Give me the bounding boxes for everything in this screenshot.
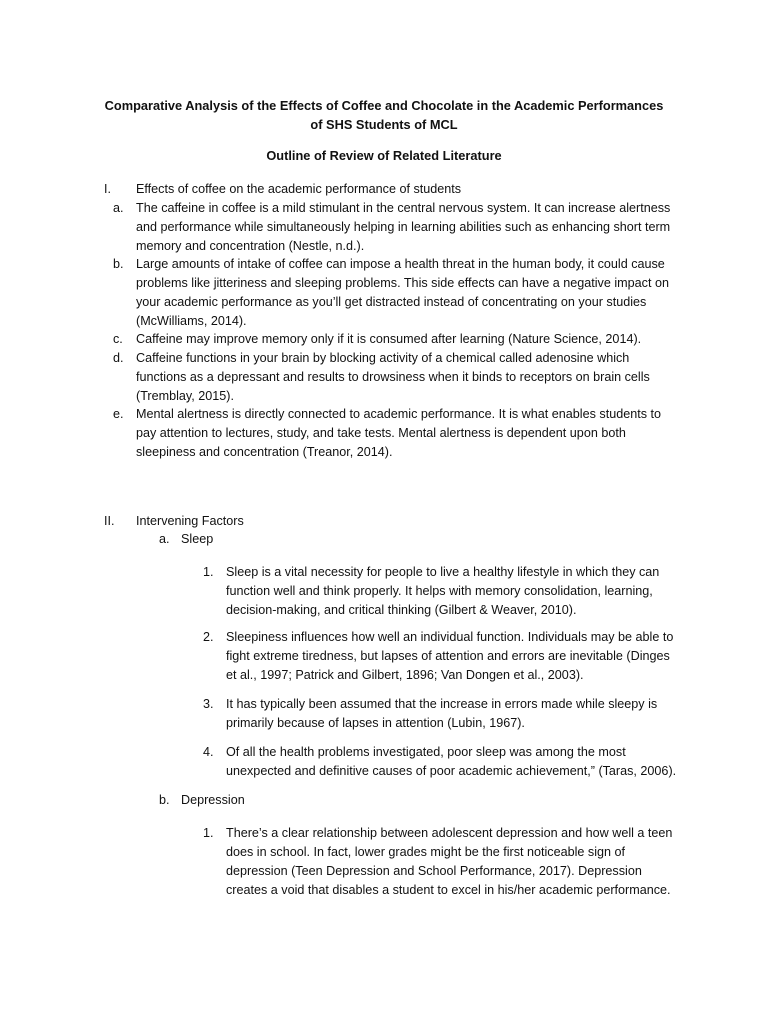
section-heading: Effects of coffee on the academic performance of students <box>136 182 462 196</box>
list-item: Sleep is a vital necessity for people to live a healthy lifestyle in which they can function well and think properly. It helps with memory consolidation, learning, decision-making, and critical thinking (Gilbert & Weaver, 2010). <box>226 565 660 617</box>
subsection-marker: a. <box>159 532 170 546</box>
list-item: Sleepiness influences how well an individual function. Individuals may be able to fight extreme tiredness, but lapses of attention and errors are inevitable (Dinges et al., 1997; Patrick and Gilbert, 1896; Van Dongen et al., 2003). <box>226 630 674 682</box>
list-item: It has typically been assumed that the increase in errors made while sleepy is primarily because of lapses in attention (Lubin, 1967). <box>226 697 658 730</box>
section-heading: Intervening Factors <box>136 514 244 528</box>
list-item: Of all the health problems investigated, poor sleep was among the most unexpected and definitive causes of poor academic achievement,” (Taras, 2006). <box>226 745 677 778</box>
list-marker: 1. <box>203 826 214 840</box>
list-marker: c. <box>113 332 123 346</box>
list-item: Mental alertness is directly connected to academic performance. It is what enables students to pay attention to lectures, study, and take tests. Mental alertness is dependent upon both sleepiness and concentration (Treanor, 2014). <box>136 407 662 459</box>
section-number: II. <box>104 514 115 528</box>
list-item: There’s a clear relationship between adolescent depression and how well a teen does in school. In fact, lower grades might be the first noticeable sign of depression (Teen Depression and School Performance, 2017). Depression creates a void that disables a student to excel in his/her academic performance. <box>226 826 673 897</box>
list-marker: d. <box>113 351 124 365</box>
list-item: The caffeine in coffee is a mild stimulant in the central nervous system. It can increase alertness and performance while simultaneously helping in learning abilities such as enhancing short term memory and concentration (Nestle, n.d.). <box>136 201 671 253</box>
section-number: I. <box>104 182 111 196</box>
list-item: Caffeine may improve memory only if it is consumed after learning (Nature Science, 2014). <box>136 332 642 346</box>
list-item: Large amounts of intake of coffee can impose a health threat in the human body, it could cause problems like jitteriness and sleeping problems. This side effects can have a negative impact on your academic performance as you’ll get distracted instead of concentrating on your studies (McWilliams, 2014). <box>136 257 669 328</box>
list-marker: 3. <box>203 697 214 711</box>
list-marker: e. <box>113 407 124 421</box>
subsection-heading: Sleep <box>181 532 214 546</box>
document-title: Comparative Analysis of the Effects of Coffee and Chocolate in the Academic Performances of SHS Students of MCL <box>104 98 664 132</box>
list-marker: a. <box>113 201 124 215</box>
list-marker: 1. <box>203 565 214 579</box>
subsection-heading: Depression <box>181 793 245 807</box>
subsection-marker: b. <box>159 793 170 807</box>
outline-subtitle: Outline of Review of Related Literature <box>266 148 502 163</box>
list-marker: 2. <box>203 630 214 644</box>
list-item: Caffeine functions in your brain by blocking activity of a chemical called adenosine which functions as a depressant and results to drowsiness when it binds to receptors on brain cells (Tremblay, 2015). <box>136 351 650 403</box>
list-marker: b. <box>113 257 124 271</box>
list-marker: 4. <box>203 745 214 759</box>
